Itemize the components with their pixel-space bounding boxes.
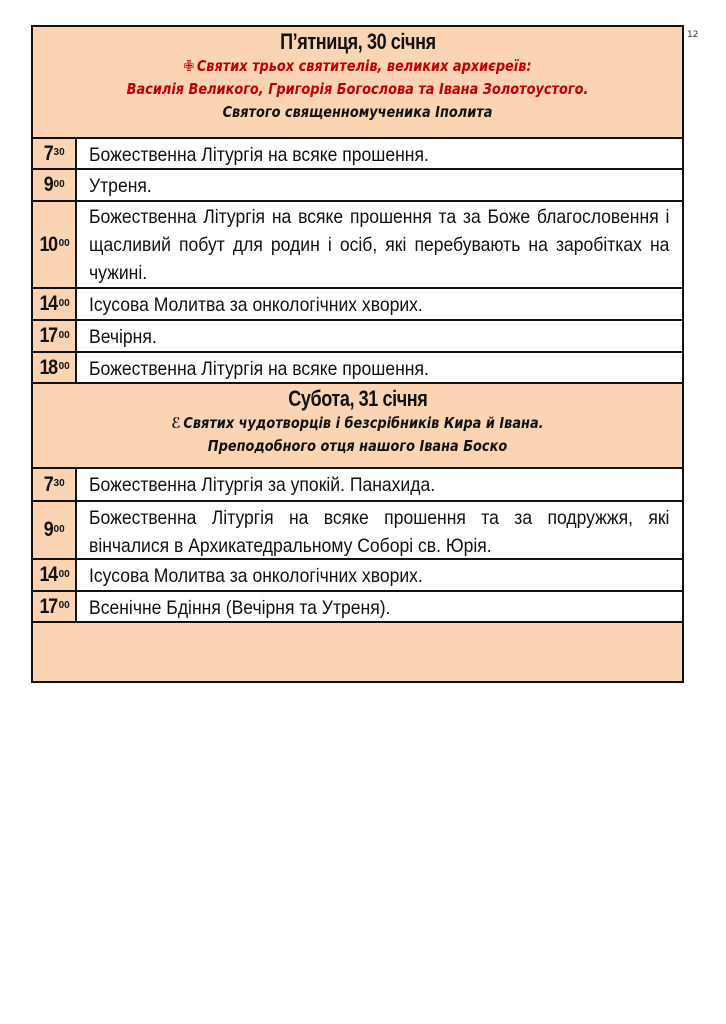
service-description: Божественна Літургія за упокій. Панахида. bbox=[77, 469, 682, 500]
day-title: П’ятниця, 30 січня bbox=[279, 29, 436, 54]
service-row bbox=[33, 321, 682, 353]
service-time: 18 00 bbox=[33, 353, 77, 382]
service-row bbox=[33, 170, 682, 202]
service-row bbox=[33, 469, 682, 502]
service-row bbox=[33, 592, 682, 623]
service-description: Божественна Літургія на всяке прошення. bbox=[77, 353, 682, 382]
service-row bbox=[33, 289, 682, 321]
service-row bbox=[33, 202, 682, 289]
service-time: 7 30 bbox=[33, 139, 77, 168]
day-title: Субота, 31 січня bbox=[287, 386, 428, 411]
service-time: 17 00 bbox=[33, 592, 77, 621]
schedule-table bbox=[31, 25, 684, 683]
service-description: Всенічне Бдіння (Вечірня та Утреня). bbox=[77, 592, 682, 621]
red-cross-crescent-icon: ✙ bbox=[183, 57, 195, 75]
service-time: 14 00 bbox=[33, 289, 77, 319]
feast-text: Святих чудотворців і безсрібників Кира й Івана. bbox=[183, 414, 544, 432]
service-time: 9 00 bbox=[33, 170, 77, 200]
service-description: Божественна Літургія на всяке прошення та за подружжя, які вінчалися в Архикатедральному Соборі св. Юрія. bbox=[77, 502, 682, 558]
feast-line: Святого священномученика Іполита bbox=[222, 103, 493, 121]
service-time: 17 00 bbox=[33, 321, 77, 351]
service-row bbox=[33, 139, 682, 170]
service-description: Ісусова Молитва за онкологічних хворих. bbox=[77, 289, 682, 319]
service-row bbox=[33, 353, 682, 384]
service-time: 7 30 bbox=[33, 469, 77, 500]
service-description: Божественна Літургія на всяке прошення та за Боже благословення і щасливий побут для родин і осіб, які перебувають на заробітках на чужині. bbox=[77, 202, 682, 287]
feast-line: Василія Великого, Григорія Богослова та Івана Золотоустого. bbox=[126, 80, 589, 98]
feast-line bbox=[78, 55, 636, 78]
service-description: Вечірня. bbox=[77, 321, 682, 351]
feast-line bbox=[78, 412, 636, 435]
service-row bbox=[33, 560, 682, 592]
service-time: 10 00 bbox=[33, 202, 77, 287]
day-header bbox=[33, 384, 682, 469]
feast-line: Преподобного отця нашого Івана Боско bbox=[207, 437, 508, 455]
service-time: 9 00 bbox=[33, 502, 77, 558]
service-row bbox=[33, 502, 682, 560]
page-number: 12 bbox=[687, 30, 699, 40]
service-description: Ісусова Молитва за онкологічних хворих. bbox=[77, 560, 682, 590]
service-time: 14 00 bbox=[33, 560, 77, 590]
service-description: Божественна Літургія на всяке прошення. bbox=[77, 139, 682, 168]
day-header bbox=[33, 27, 682, 139]
empty-row bbox=[33, 623, 682, 681]
feast-text: Святих трьох святителів, великих архиєреїв: bbox=[196, 57, 532, 75]
typikon-e-icon: ℰ bbox=[171, 414, 181, 432]
service-description: Утреня. bbox=[77, 170, 682, 200]
